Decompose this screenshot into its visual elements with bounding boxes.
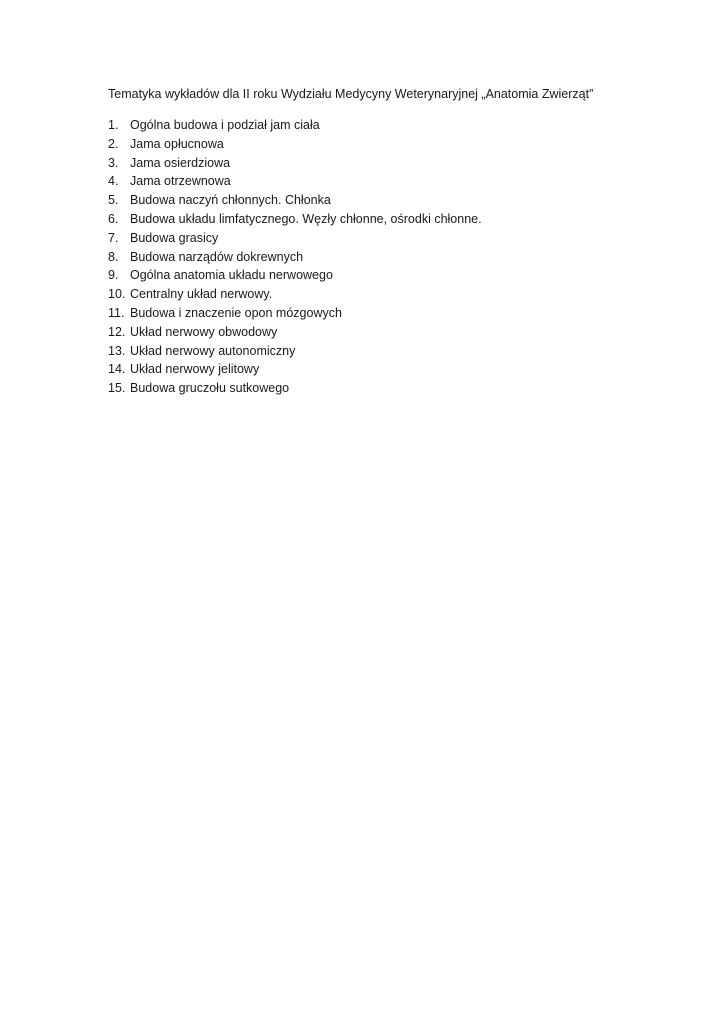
- topic-number: 12.: [108, 324, 126, 339]
- topic-number: 14.: [108, 362, 126, 377]
- topic-number: 8.: [108, 249, 119, 264]
- topic-number: 3.: [108, 155, 119, 170]
- topic-number: 5.: [108, 193, 119, 208]
- topic-text: Ogólna budowa i podział jam ciała: [130, 118, 320, 132]
- list-item: [108, 191, 482, 210]
- topic-text: Budowa naczyń chłonnych. Chłonka: [130, 193, 331, 208]
- list-item: [108, 210, 482, 229]
- topic-number: 15.: [108, 381, 126, 396]
- topic-text: Budowa i znaczenie opon mózgowych: [130, 305, 342, 320]
- list-item: [108, 154, 482, 173]
- topic-number: 13.: [108, 343, 126, 358]
- topic-list: [108, 116, 482, 398]
- list-item: [108, 135, 482, 154]
- topic-number: 2.: [108, 136, 119, 151]
- list-item: [108, 304, 482, 323]
- topic-text: Budowa grasicy: [130, 230, 219, 245]
- topic-number: 6.: [108, 211, 119, 226]
- topic-text: Budowa narządów dokrewnych: [130, 249, 304, 264]
- list-item: [108, 266, 482, 285]
- topic-text: Układ nerwowy obwodowy: [130, 324, 278, 339]
- list-item: [108, 248, 482, 267]
- topic-text: Centralny układ nerwowy.: [130, 287, 273, 302]
- topic-number: 9.: [108, 268, 119, 283]
- list-item: [108, 379, 482, 398]
- list-item: [108, 229, 482, 248]
- topic-number: 10.: [108, 287, 126, 302]
- list-item: [108, 342, 482, 361]
- list-item: [108, 285, 482, 304]
- topic-text: Ogólna anatomia układu nerwowego: [130, 268, 333, 283]
- topic-number: 11.: [108, 305, 125, 320]
- list-item: [108, 323, 482, 342]
- topic-text: Budowa gruczołu sutkowego: [130, 381, 290, 396]
- topic-number: 4.: [108, 174, 119, 189]
- list-item: [108, 172, 482, 191]
- topic-text: Budowa układu limfatycznego. Węzły chłonne, ośrodki chłonne.: [130, 211, 482, 226]
- topic-text: Układ nerwowy autonomiczny: [130, 343, 296, 358]
- document-title: Tematyka wykładów dla II roku Wydziału Medycyny Weterynaryjnej „Anatomia Zwierząt”: [108, 87, 594, 101]
- topic-text: Jama otrzewnowa: [130, 174, 231, 189]
- topic-number: 7.: [108, 230, 119, 245]
- list-item: [108, 360, 482, 379]
- list-item: [108, 116, 482, 135]
- topic-text: Jama osierdziowa: [130, 155, 231, 170]
- topic-text: Układ nerwowy jelitowy: [130, 362, 260, 377]
- topic-text: Jama opłucnowa: [130, 136, 224, 151]
- topic-number: 1.: [108, 118, 119, 132]
